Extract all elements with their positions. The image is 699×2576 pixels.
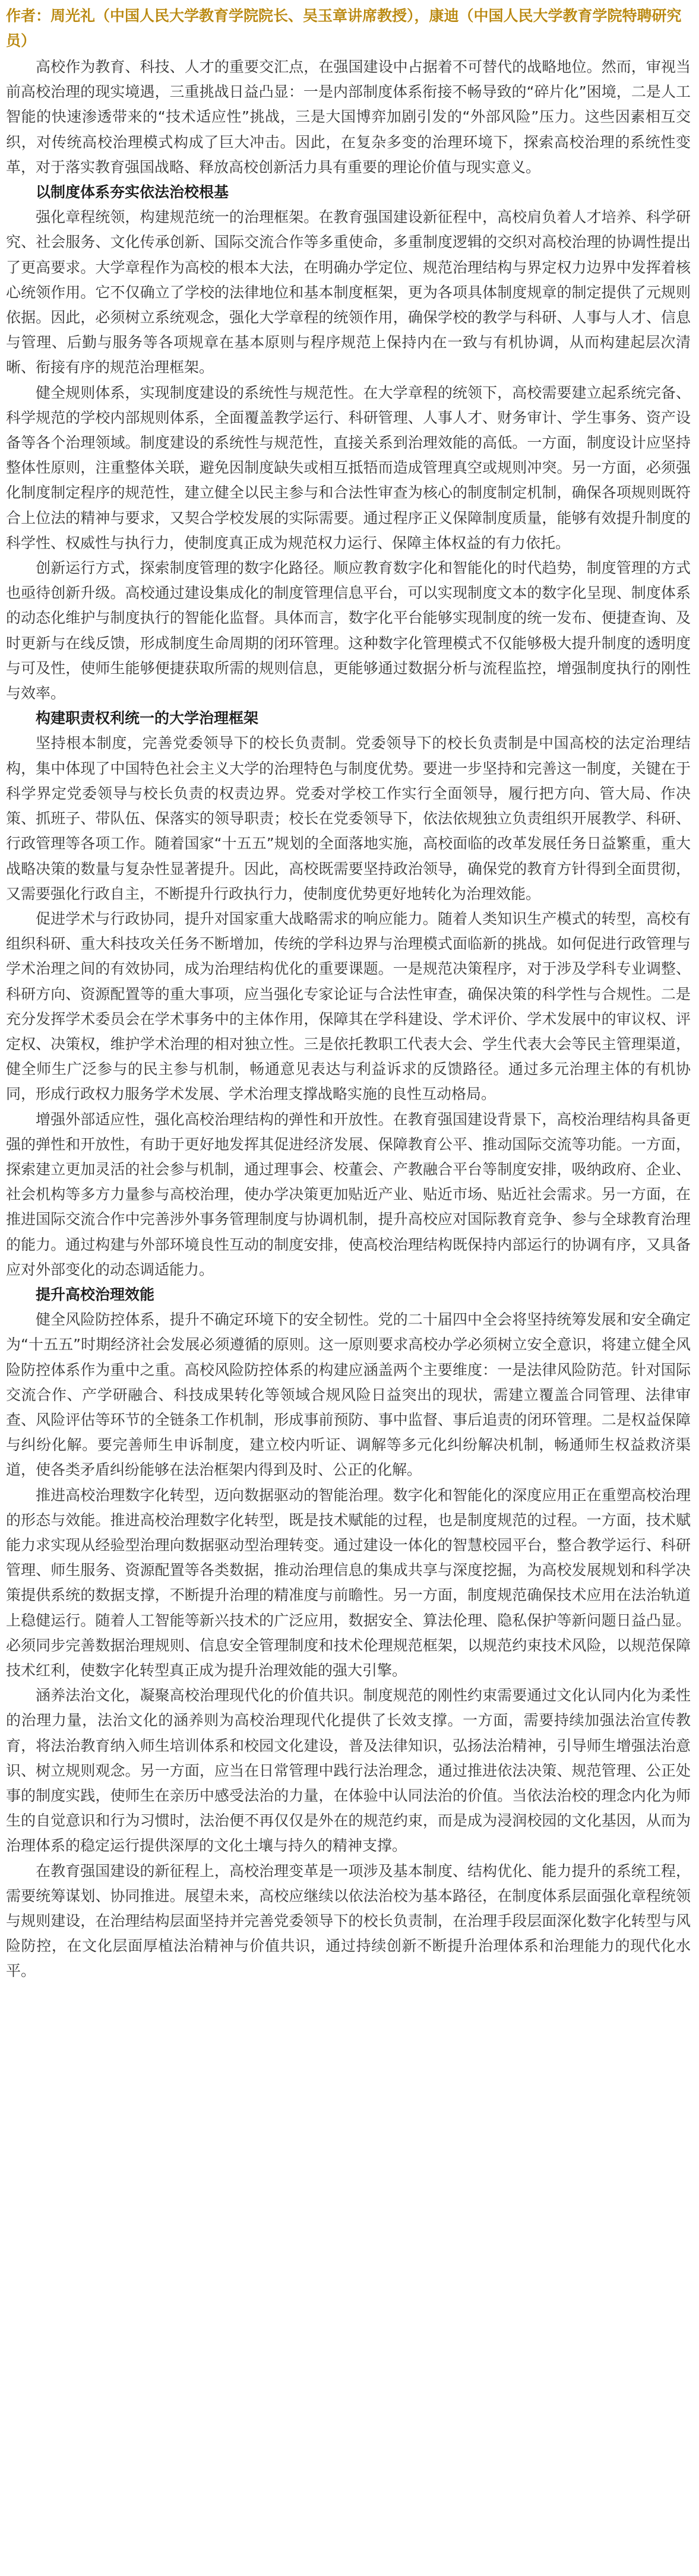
section-heading: 提升高校治理效能 — [36, 1285, 155, 1303]
paragraph: 高校作为教育、科技、人才的重要交汇点，在强国建设中占据着不可替代的战略地位。然而，审视当前高校治理的现实境遇，三重挑战日益凸显：一是内部制度体系衔接不畅导致的“碎片化”困境，二是人工智能的快速渗透带来的“技术适应性”挑战，三是大国博弈加剧引发的“外部风险”压力。这些因素相互交织，对传统高校治理模式构成了巨大冲击。因此，在复杂多变的治理环境下，探索高校治理的系统性变革，对于落实教育强国战略、释放高校创新活力具有重要的理论价值与现实意义。 — [6, 58, 691, 176]
paragraph: 健全风险防控体系，提升不确定环境下的安全韧性。党的二十届四中全会将坚持统筹发展和安全确定为“十五五”时期经济社会发展必须遵循的原则。这一原则要求高校办学必须树立安全意识，将建立健全风险防控体系作为重中之重。高校风险防控体系的构建应涵盖两个主要维度：一是法律风险防范。针对国际交流合作、产学研融合、科技成果转化等领域合规风险日益突出的现状，需建立覆盖合同管理、法律审查、风险评估等环节的全链条工作机制，形成事前预防、事中监督、事后追责的闭环管理。二是权益保障与纠纷化解。要完善师生申诉制度，建立校内听证、调解等多元化纠纷解决机制，畅通师生权益救济渠道，使各类矛盾纠纷能够在法治框架内得到及时、公正的化解。 — [6, 1311, 691, 1479]
section-heading: 构建职责权利统一的大学治理框架 — [36, 709, 259, 727]
article-body — [6, 55, 691, 1984]
paragraph: 创新运行方式，探索制度管理的数字化路径。顺应教育数字化和智能化的时代趋势，制度管理的方式也亟待创新升级。高校通过建设集成化的制度管理信息平台，可以实现制度文本的数字化呈现、制度体系的动态化维护与制度执行的智能化监督。具体而言，数字化平台能够实现制度的统一发布、便捷查询、及时更新与在线反馈，形成制度生命周期的闭环管理。这种数字化管理模式不仅能够极大提升制度的透明度与可及性，使师生能够便捷获取所需的规则信息，更能够通过数据分析与流程监控，增强制度执行的刚性与效率。 — [6, 559, 691, 702]
paragraph: 在教育强国建设的新征程上，高校治理变革是一项涉及基本制度、结构优化、能力提升的系统工程，需要统筹谋划、协同推进。展望未来，高校应继续以依法治校为基本路径，在制度体系层面强化章程统领与规则建设，在治理结构层面坚持并完善党委领导下的校长负责制，在治理手段层面深化数字化转型与风险防控，在文化层面厚植法治精神与价值共识，通过持续创新不断提升治理体系和治理能力的现代化水平。 — [6, 1862, 691, 1980]
paragraph: 推进高校治理数字化转型，迈向数据驱动的智能治理。数字化和智能化的深度应用正在重塑高校治理的形态与效能。推进高校治理数字化转型，既是技术赋能的过程，也是制度规范的过程。一方面，技术赋能力求实现从经验型治理向数据驱动型治理转变。通过建设一体化的智慧校园平台，整合教学运行、科研管理、师生服务、资源配置等各类数据，推动治理信息的集成共享与深度挖掘，为高校发展规划和科学决策提供系统的数据支撑，不断提升治理的精准度与前瞻性。另一方面，制度规范确保技术应用在法治轨道上稳健运行。随着人工智能等新兴技术的广泛应用，数据安全、算法伦理、隐私保护等新问题日益凸显。必须同步完善数据治理规则、信息安全管理制度和技术伦理规范框架，以规范约束技术风险，以规范保障技术红利，使数字化转型真正成为提升治理效能的强大引擎。 — [6, 1486, 691, 1679]
paragraph: 促进学术与行政协同，提升对国家重大战略需求的响应能力。随着人类知识生产模式的转型，高校有组织科研、重大科技攻关任务不断增加，传统的学科边界与治理模式面临新的挑战。如何促进行政管理与学术治理之间的有效协同，成为治理结构优化的重要课题。一是规范决策程序，对于涉及学科专业调整、科研方向、资源配置等的重大事项，应当强化专家论证与合法性审查，确保决策的科学性与合规性。二是充分发挥学术委员会在学术事务中的主体作用，保障其在学科建设、学术评价、学术发展中的审议权、评定权、决策权，维护学术治理的相对独立性。三是依托教职工代表大会、学生代表大会等民主管理渠道，健全师生广泛参与的民主参与机制，畅通意见表达与利益诉求的反馈路径。通过多元治理主体的有机协同，形成行政权力服务学术发展、学术治理支撑战略实施的良性互动格局。 — [6, 910, 691, 1103]
paragraph: 强化章程统领，构建规范统一的治理框架。在教育强国建设新征程中，高校肩负着人才培养、科学研究、社会服务、文化传承创新、国际交流合作等多重使命，多重制度逻辑的交织对高校治理的协调性提出了更高要求。大学章程作为高校的根本大法，在明确办学定位、规范治理结构与界定权力边界中发挥着核心统领作用。它不仅确立了学校的法律地位和基本制度框架，更为各项具体制度规章的制定提供了元规则依据。因此，必须树立系统观念，强化大学章程的统领作用，确保学校的教学与科研、人事与人才、信息与管理、后勤与服务等各项规章在基本原则与程序规范上保持内在一致与有机协调，从而构建起层次清晰、衔接有序的规范治理框架。 — [6, 208, 691, 376]
article-byline: 作者：周光礼（中国人民大学教育学院院长、吴玉章讲席教授），康迪（中国人民大学教育学院特聘研究员） — [6, 7, 682, 49]
paragraph: 涵养法治文化，凝聚高校治理现代化的价值共识。制度规范的刚性约束需要通过文化认同内化为柔性的治理力量，法治文化的涵养则为高校治理现代化提供了长效支撑。一方面，需要持续加强法治宣传教育，将法治教育纳入师生培训体系和校园文化建设，普及法律知识，弘扬法治精神，引导师生增强法治意识、树立规则观念。另一方面，应当在日常管理中践行法治理念，通过推进依法决策、规范管理、公正处事的制度实践，使师生在亲历中感受法治的力量，在体验中认同法治的价值。当依法治校的理念内化为师生的自觉意识和行为习惯时，法治便不再仅仅是外在的规范约束，而是成为浸润校园的文化基因，从而为治理体系的稳定运行提供深厚的文化土壤与持久的精神支撑。 — [6, 1687, 691, 1855]
paragraph: 增强外部适应性，强化高校治理结构的弹性和开放性。在教育强国建设背景下，高校治理结构具备更强的弹性和开放性，有助于更好地发挥其促进经济发展、保障教育公平、推动国际交流等功能。一方面，探索建立更加灵活的社会参与机制，通过理事会、校董会、产教融合平台等制度安排，吸纳政府、企业、社会机构等多方力量参与高校治理，使办学决策更加贴近产业、贴近市场、贴近社会需求。另一方面，在推进国际交流合作中完善涉外事务管理制度与协调机制，提升高校应对国际教育竞争、参与全球教育治理的能力。通过构建与外部环境良性互动的制度安排，使高校治理结构既保持内部运行的协调有序，又具备应对外部变化的动态调适能力。 — [6, 1110, 691, 1278]
section-heading: 以制度体系夯实依法治校根基 — [36, 183, 229, 201]
paragraph: 健全规则体系，实现制度建设的系统性与规范性。在大学章程的统领下，高校需要建立起系统完备、科学规范的学校内部规则体系，全面覆盖教学运行、科研管理、人事人才、财务审计、学生事务、资产设备等各个治理领域。制度建设的系统性与规范性，直接关系到治理效能的高低。一方面，制度设计应坚持整体性原则，注重整体关联，避免因制度缺失或相互抵牾而造成管理真空或规则冲突。另一方面，必须强化制度制定程序的规范性，建立健全以民主参与和合法性审查为核心的制度制定机制，确保各项规则既符合上位法的精神与要求，又契合学校发展的实际需要。通过程序正义保障制度质量，能够有效提升制度的科学性、权威性与执行力，使制度真正成为规范权力运行、保障主体权益的有力依托。 — [6, 384, 691, 552]
paragraph: 坚持根本制度，完善党委领导下的校长负责制。党委领导下的校长负责制是中国高校的法定治理结构，集中体现了中国特色社会主义大学的治理特色与制度优势。要进一步坚持和完善这一制度，关键在于科学界定党委领导与校长负责的权责边界。党委对学校工作实行全面领导，履行把方向、管大局、作决策、抓班子、带队伍、保落实的领导职责；校长在党委领导下，依法依规独立负责组织开展教学、科研、行政管理等各项工作。随着国家“十五五”规划的全面落地实施，高校面临的改革发展任务日益繁重，重大战略决策的数量与复杂性显著提升。因此，高校既需要坚持政治领导，确保党的教育方针得到全面贯彻，又需要强化行政自主，不断提升行政执行力，使制度优势更好地转化为治理效能。 — [6, 734, 691, 902]
